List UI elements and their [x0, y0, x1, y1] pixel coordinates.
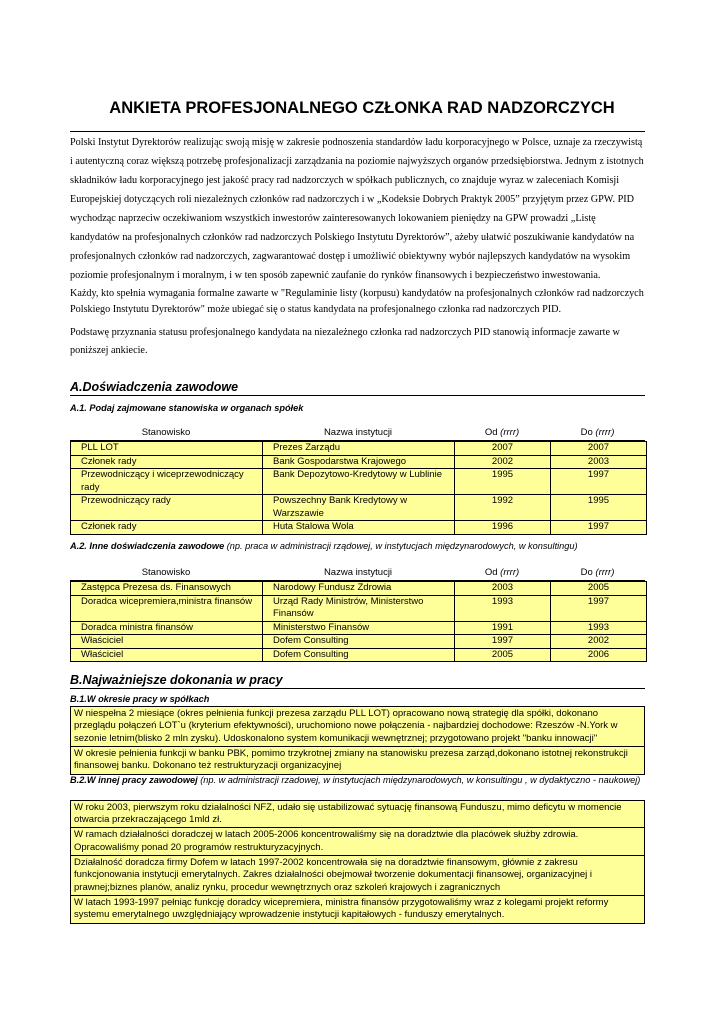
a1-cell-to[interactable]: 2007	[551, 442, 647, 456]
a1-cell-to[interactable]: 1997	[551, 469, 647, 495]
b1-label: B.1.W okresie pracy w spółkach	[70, 694, 210, 704]
a2-header-position: Stanowisko	[141, 567, 191, 578]
a1-header-institution: Nazwa instytucji	[323, 427, 393, 438]
table-row	[71, 495, 647, 521]
a1-header-from-format: (rrrr)	[500, 427, 520, 438]
table-row	[71, 595, 647, 621]
a2-cell-institution[interactable]: Dofem Consulting	[263, 635, 455, 649]
a1-cell-position[interactable]: PLL LOT	[71, 442, 263, 456]
a2-table	[70, 581, 647, 662]
section-a-heading: A.Doświadczenia zawodowe	[70, 380, 645, 396]
table-row	[71, 582, 647, 596]
a1-header-to	[550, 427, 645, 438]
b2-entry[interactable]: W roku 2003, pierwszym roku działalności NFZ, udało się ustabilizować sytuację finansową Funduszu, mimo deficytu w momencie otwarcia przekraczającego 1mld zł.	[70, 800, 645, 829]
a2-cell-position[interactable]: Właściciel	[71, 648, 263, 662]
table-row	[71, 648, 647, 662]
a1-cell-institution[interactable]: Bank Depozytowo-Kredytowy w Lublinie	[263, 469, 455, 495]
a1-table	[70, 441, 647, 535]
intro-text	[70, 131, 645, 359]
a2-cell-to[interactable]: 2006	[551, 648, 647, 662]
a2-cell-institution[interactable]: Ministerstwo Finansów	[263, 621, 455, 635]
table-row	[71, 635, 647, 649]
a2-header-to-label: Do	[580, 567, 593, 578]
a1-label: A.1. Podaj zajmowane stanowiska w organach spółek	[70, 403, 304, 413]
a1-cell-to[interactable]: 2003	[551, 455, 647, 469]
b2-label-line	[70, 774, 645, 786]
a2-cell-to[interactable]: 1997	[551, 595, 647, 621]
table-row	[71, 455, 647, 469]
a1-cell-from[interactable]: 1995	[455, 469, 551, 495]
a2-label-line	[70, 541, 645, 551]
a1-table-header	[70, 427, 645, 441]
a2-cell-to[interactable]: 1993	[551, 621, 647, 635]
b2-label: B.2.W innej pracy zawodowej	[70, 775, 198, 785]
a1-cell-institution[interactable]: Powszechny Bank Kredytowy w Warzszawie	[263, 495, 455, 521]
a2-header-from-label: Od	[484, 567, 498, 578]
table-row	[71, 621, 647, 635]
intro-paragraph-1: Polski Instytut Dyrektorów realizując swoją misję w zakresie podnoszenia standardów ładu korporacyjnego w Polsce, uznaje za rzeczywistą i autentyczną coraz większą potrzebę profesjonalizacji zarządzania na poziomie najwyższych organów przedsiębiorstwa. Jednym z istotnych składników ładu korporacyjnego jest jakość pracy rad nadzorczych w spółkach publicznych, co znajduje wyraz w zaleceniach Komisji Europejskiej dotyczących roli niezależnych członków rad nadzorczych i w „Kodeksie Dobrych Praktyk 2005” przyjętym przez GPW. PID wychodząc naprzeciw oczekiwaniom wszystkich inwestorów zainteresowanych lokowaniem pieniędzy na GPW prowadzi „Listę kandydatów na profesjonalnych członków rad nadzorczych Polskiego Instytutu Dyrektorów”, ażeby ułatwić poszukiwanie kandydatów na profesjonalnych członków rad nadzorczych, zagwarantować dostęp i umożliwić obiektywny wybór najlepszych kandydatów na wysokim poziomie profesjonalnym i moralnym, i w ten sposób zapewnić zaufanie do rynków finansowych i bezpieczeństwo inwestowania.	[70, 137, 644, 281]
b1-entries	[70, 707, 645, 775]
table-row	[71, 521, 647, 535]
a1-cell-from[interactable]: 2002	[455, 455, 551, 469]
a2-cell-position[interactable]: Zastępca Prezesa ds. Finansowych	[71, 582, 263, 596]
a2-cell-position[interactable]: Właściciel	[71, 635, 263, 649]
a2-cell-to[interactable]: 2005	[551, 582, 647, 596]
a2-cell-institution[interactable]: Narodowy Fundusz Zdrowia	[263, 582, 455, 596]
b2-entry[interactable]: W latach 1993-1997 pełniąc funkcję doradcy wicepremiera, ministra finansów przygotowaliśmy wraz z kolegami projekt reformy systemu emerytalnego uwzględniający wprowadzenie instytucji kapitałowych - funduszy emerytalnych.	[70, 895, 645, 924]
a2-header-from	[454, 567, 550, 578]
a2-header-to-format: (rrrr)	[595, 567, 615, 578]
a1-cell-institution[interactable]: Prezes Zarządu	[263, 442, 455, 456]
a2-cell-institution[interactable]: Dofem Consulting	[263, 648, 455, 662]
table-row	[71, 442, 647, 456]
a1-cell-position[interactable]: Członek rady	[71, 521, 263, 535]
a1-cell-to[interactable]: 1995	[551, 495, 647, 521]
table-row	[71, 469, 647, 495]
a2-note: (np. praca w administracji rządowej, w instytucjach międzynarodowych, w konsultingu)	[226, 541, 578, 551]
a2-cell-position[interactable]: Doradca ministra finansów	[71, 621, 263, 635]
b2-entry[interactable]: W ramach działalności doradczej w latach 2005-2006 koncentrowaliśmy się na doradztwie dla placówek służby zdrowia. Opracowaliśmy ponad 20 programów restrukturyzacyjnych.	[70, 827, 645, 856]
b1-entry[interactable]: W okresie pełnienia funkcji w banku PBK, pomimo trzykrotnej zmiany na stanowisku prezesa zarząd,dokonano istotnej rekonstrukcji finansowej banku. Dokonano też restrukturyzacji organizacyjnej	[70, 746, 645, 775]
a2-cell-from[interactable]: 2003	[455, 582, 551, 596]
a2-label: A.2. Inne doświadczenia zawodowe	[70, 541, 225, 551]
section-b-heading: B.Najważniejsze dokonania w pracy	[70, 673, 645, 689]
a2-table-header	[70, 567, 645, 581]
a1-cell-institution[interactable]: Bank Gospodarstwa Krajowego	[263, 455, 455, 469]
a1-header-position: Stanowisko	[141, 427, 191, 438]
a1-cell-position[interactable]: Członek rady	[71, 455, 263, 469]
a1-cell-to[interactable]: 1997	[551, 521, 647, 535]
b1-entry[interactable]: W niespełna 2 miesiące (okres pełnienia funkcji prezesa zarządu PLL LOT) opracowano nową strategię dla spółki, dokonano przeglądu połączeń LOT`u (kryterium efektywności), uruchomiono nowe połączenia - najbardziej dochodowe: Rzeszów -N.York w sezonie letnim(blisko 2 mln zysku). Udoskonalono system komunikacji wewnętrznej; przygotowano projekt "banku innowacji"	[70, 706, 645, 748]
a1-cell-position[interactable]: Przewodniczący rady	[71, 495, 263, 521]
a1-header-to-label: Do	[580, 427, 593, 438]
intro-paragraph-3: Podstawę przyznania statusu profesjonalnego kandydata na niezależnego członka rad nadzorczych PID stanowią informacje zawarte w poniższej ankiecie.	[70, 327, 620, 356]
b2-entries	[70, 801, 645, 924]
a1-cell-from[interactable]: 1992	[455, 495, 551, 521]
b2-note: (np. w administracji rzadowej, w instytucjach międzynarodowych, w konsultingu , w dydaktyczno - naukowej)	[200, 775, 641, 785]
a1-header-from	[454, 427, 550, 438]
a1-header-from-label: Od	[484, 427, 498, 438]
a2-cell-from[interactable]: 2005	[455, 648, 551, 662]
a2-cell-from[interactable]: 1993	[455, 595, 551, 621]
a2-header-from-format: (rrrr)	[500, 567, 520, 578]
a2-header-to	[550, 567, 645, 578]
a2-cell-to[interactable]: 2002	[551, 635, 647, 649]
page-title: ANKIETA PROFESJONALNEGO CZŁONKA RAD NADZORCZYCH	[109, 99, 615, 117]
intro-paragraph-2: Każdy, kto spełnia wymagania formalne zawarte w "Regulaminie listy (korpusu) kandydatów na profesjonalnych członków rad nadzorczych Polskiego Instytutu Dyrektorów" może ubiegać się o status kandydata na profesjonalnego członka rad nadzorczych PID.	[70, 288, 644, 315]
a1-cell-position[interactable]: Przewodniczący i wiceprzewodniczący rady	[71, 469, 263, 495]
a1-cell-from[interactable]: 1996	[455, 521, 551, 535]
a1-cell-institution[interactable]: Huta Stalowa Wola	[263, 521, 455, 535]
a1-header-to-format: (rrrr)	[595, 427, 615, 438]
a2-cell-from[interactable]: 1997	[455, 635, 551, 649]
a2-header-institution: Nazwa instytucji	[323, 567, 393, 578]
b2-entry[interactable]: Działalność doradcza firmy Dofem w latach 1997-2002 koncentrowała się na doradztwie finansowym, głównie z zakresu funkcjonowania instytucji emerytalnych. Zakres działalności obejmował tworzenie dokumentacji finansowej, organizacyjnej i prawnej;biznes planów, analiz rynku, procedur wewnętrznych oraz szkoleń krajowych i zagranicznych	[70, 855, 645, 897]
a2-cell-from[interactable]: 1991	[455, 621, 551, 635]
a2-cell-institution[interactable]: Urząd Rady Ministrów, Ministerstwo Finansów	[263, 595, 455, 621]
a1-cell-from[interactable]: 2007	[455, 442, 551, 456]
a2-cell-position[interactable]: Doradca wicepremiera,ministra finansów	[71, 595, 263, 621]
